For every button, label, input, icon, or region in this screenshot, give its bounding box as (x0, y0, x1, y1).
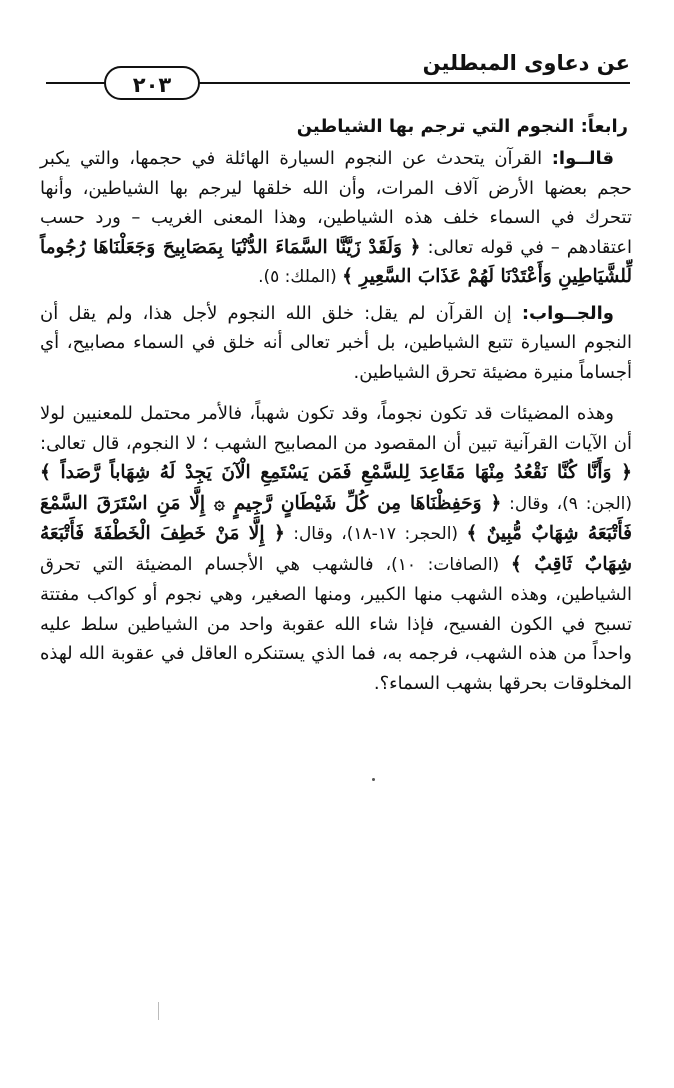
scan-artifact (158, 1002, 159, 1020)
quran-verse-saffat: ﴿ إِلَّا مَنْ خَطِفَ الْخَطْفَةَ فَأَتْبَعَهُ شِهَابٌ ثَاقِبٌ ﴾ (40, 523, 633, 575)
verse-reference-mulk: (الملك: ٥). (258, 267, 343, 287)
claim-lead: قالــوا: (551, 148, 614, 169)
meteors-paragraph (40, 399, 632, 698)
answer-paragraph (40, 299, 632, 388)
meteors-intro-text: وهذه المضيئات قد تكون نجوماً، وقد تكون شهباً، فالأمر محتمل للمعنيين لولا أن الآيات القرآنية تبين أن المقصود من المصابيح الشهب ؛ لا النجوم، قال تعالى: (40, 403, 632, 454)
verse-reference-saffat: (الصافات: ١٠)، (385, 554, 511, 575)
claim-text: القرآن يتحدث عن النجوم السيارة الهائلة في حجمها، والتي يكبر حجم بعضها الأرض آلاف المرات، وأن الله خلقها ليرجم بها الشياطين، وأنها تتحرك في السماء خلف هذه الشياطين، وهذا المعنى الغريب – ورد حسب اعتقادهم – في قوله تعالى: (40, 148, 633, 258)
claim-paragraph (40, 144, 632, 293)
page-body (40, 110, 632, 698)
quran-verse-mulk: ﴿ وَلَقَدْ زَيَّنَّا السَّمَاءَ الدُّنْيَا بِمَصَابِيحَ وَجَعَلْنَاهَا رُجُوماً لِّلشَّيَاطِينِ وَأَعْتَدْنَا لَهُمْ عَذَابَ السَّعِيرِ ﴾ (40, 236, 632, 287)
answer-lead: والجــواب: (521, 302, 614, 324)
meteors-conclusion-text: فالشهب هي الأجسام المضيئة التي تحرق الشياطين، وهذه الشهب منها الكبير، ومنها الصغير، وهي نجوم أو كواكب مفتتة تسبح في الكون الفسيح، فإذا شاء الله عقوبة واحد من الشياطين سلط عليه واحداً من هذه الشهب، فرجمه به، فما الذي يستنكره العاقل في عقوبة الله لهذه المخلوقات بحرقها بشهب السماء؟. (40, 553, 632, 694)
quran-verse-hijr: ﴿ وَحَفِظْنَاهَا مِن كُلِّ شَيْطَانٍ رَّجِيمٍ ۞ إِلَّا مَنِ اسْتَرَقَ السَّمْعَ فَأَتْبَعَهُ شِهَابٌ مُّبِينٌ ﴾ (40, 492, 632, 544)
verse-reference-jinn: (الجن: ٩)، وقال: (501, 493, 632, 514)
running-title: عن دعاوى المبطلين (422, 51, 630, 75)
print-speck (372, 778, 375, 781)
quran-verse-jinn: ﴿ وَأَنَّا كُنَّا نَقْعُدُ مِنْهَا مَقَاعِدَ لِلسَّمْعِ فَمَن يَسْتَمِعِ الْآنَ يَجِدْ لَهُ شِهَاباً رَّصَداً ﴾ (40, 462, 632, 483)
section-heading: رابعاً: النجوم التي ترجم بها الشياطين (296, 116, 628, 137)
answer-text: إن القرآن لم يقل: خلق الله النجوم لأجل هذا، ولم يقل أن النجوم السيارة تتبع الشياطين، بل أخبر تعالى أنه خلق في السماء مصابيح، أي أجساماً منيرة مضيئة تحرق الشياطين. (40, 302, 632, 383)
page-number-badge: ٢٠٣ (104, 66, 200, 100)
verse-reference-hijr: (الحجر: ١٧-١٨)، وقال: (284, 524, 467, 544)
